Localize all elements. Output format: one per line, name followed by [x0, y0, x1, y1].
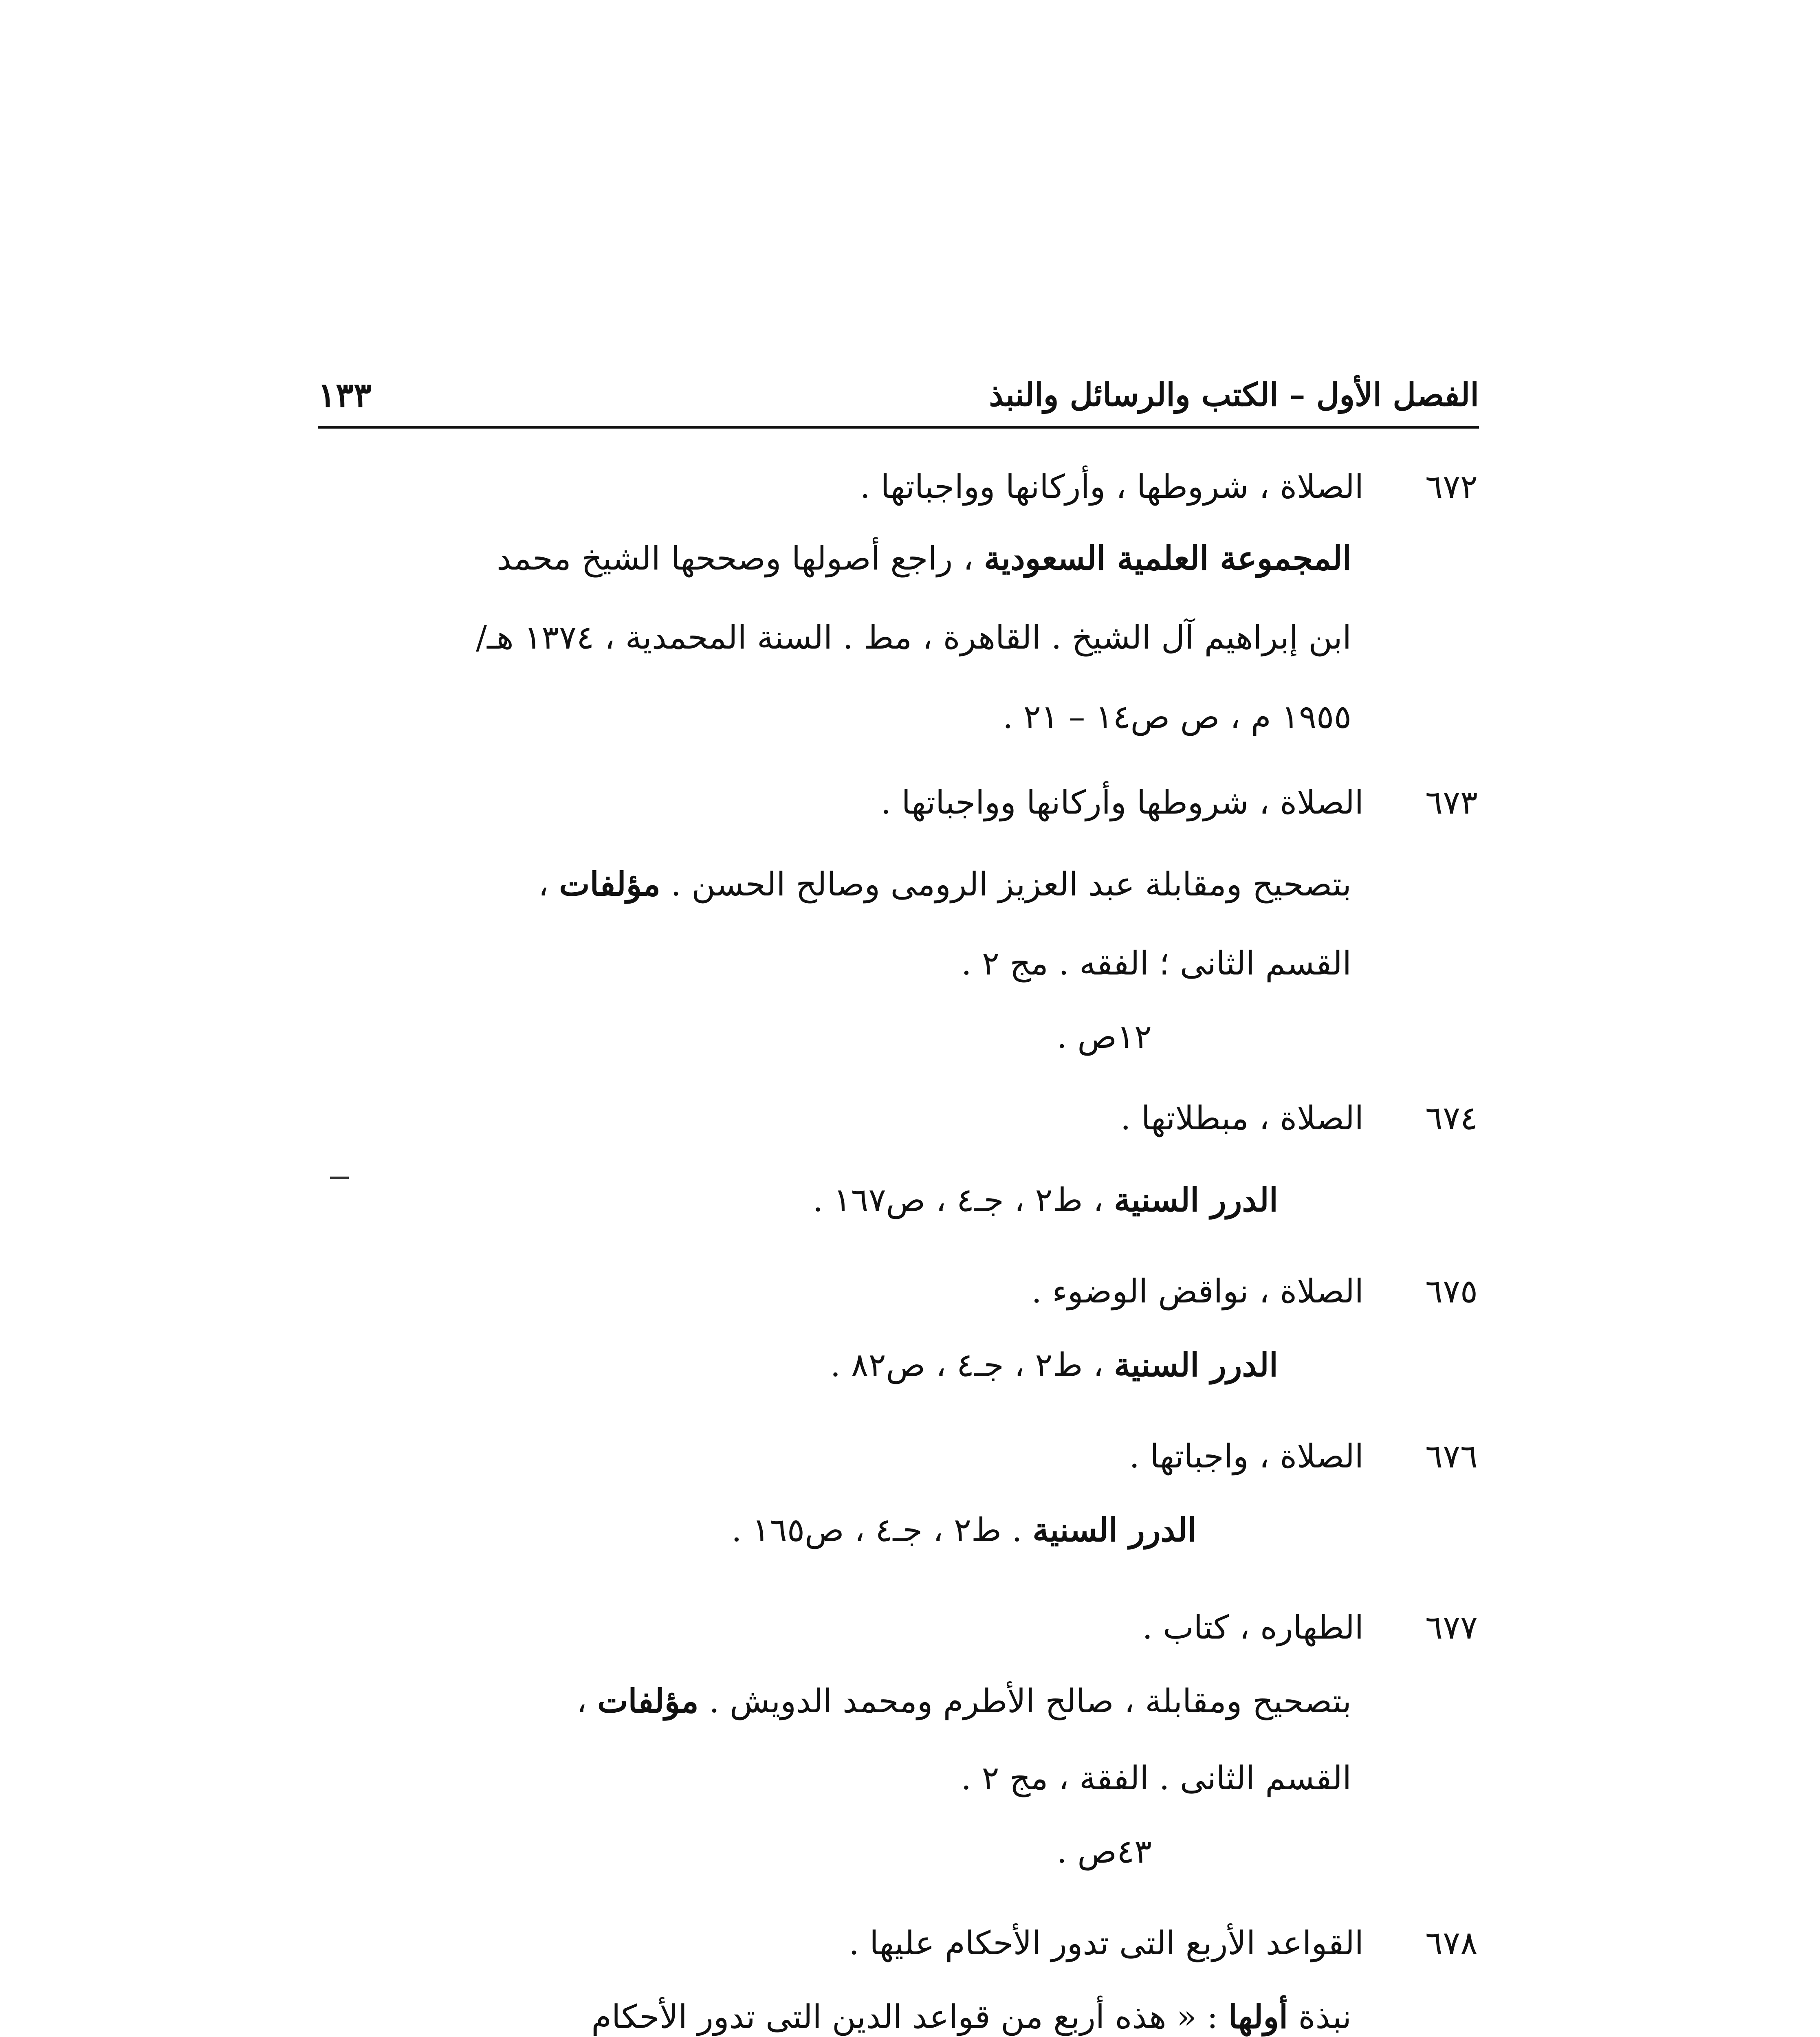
entry-title: الصلاة ، واجباتها . — [1129, 1437, 1364, 1475]
entry-source-line: ٤٣ص . — [1056, 1832, 1152, 1870]
entry-description-line: نبذة أولها : « هذه أربع من قواعد الدين التى تدور الأحكام — [591, 1997, 1351, 2036]
entry-source-line: القسم الثانى ؛ الفقه . مج ٢ . — [961, 944, 1351, 982]
entry-source-line: ابن إبراهيم آل الشيخ . القاهرة ، مط . السنة المحمدية ، ١٣٧٤ هـ/ — [476, 618, 1351, 656]
entry-number: ٦٧٣ — [1425, 783, 1478, 821]
entry-title: الصلاة ، مبطلاتها . — [1120, 1099, 1364, 1137]
entry-title: الصلاة ، نواقض الوضوء . — [1031, 1272, 1364, 1310]
entry-source-line: الدرر السنية ، ط٢ ، جـ٤ ، ص١٦٧ . — [812, 1181, 1278, 1219]
entry-source-line: ١٢ص . — [1056, 1018, 1152, 1056]
scan-mark — [330, 1177, 349, 1179]
entry-source-line: الدرر السنية ، ط٢ ، جـ٤ ، ص٨٢ . — [830, 1346, 1278, 1384]
entry-source-line: المجموعة العلمية السعودية ، راجع أصولها وصححها الشيخ محمد — [496, 539, 1351, 577]
entry-number: ٦٧٥ — [1425, 1272, 1478, 1310]
entry-number: ٦٧٤ — [1425, 1099, 1478, 1137]
entry-title: الطهاره ، كتاب . — [1142, 1608, 1364, 1646]
page-number: ١٣٣ — [318, 376, 372, 415]
entry-source-line: ١٩٥٥ م ، ص ص١٤ – ٢١ . — [1003, 698, 1351, 736]
entry-source-line: الدرر السنية . ط٢ ، جـ٤ ، ص١٦٥ . — [731, 1511, 1197, 1549]
entry-title: الصلاة ، شروطها ، وأركانها وواجباتها . — [860, 468, 1364, 506]
entry-source-line: بتصحيح ومقابلة عبد العزيز الرومى وصالح الحسن . مؤلفات ، — [538, 865, 1351, 903]
entry-number: ٦٧٨ — [1425, 1924, 1478, 1962]
entry-source-line: بتصحيح ومقابلة ، صالح الأطرم ومحمد الدويش . مؤلفات ، — [576, 1682, 1351, 1720]
entry-title: الصلاة ، شروطها وأركانها وواجباتها . — [880, 783, 1364, 821]
entry-source-line: القسم الثانى . الفقة ، مج ٢ . — [961, 1759, 1351, 1797]
entry-number: ٦٧٢ — [1425, 468, 1478, 506]
entry-number: ٦٧٧ — [1425, 1608, 1478, 1646]
chapter-title: الفصل الأول – الكتب والرسائل والنبذ — [989, 376, 1479, 414]
entry-title: القواعد الأربع التى تدور الأحكام عليها . — [849, 1924, 1364, 1962]
entry-number: ٦٧٦ — [1425, 1437, 1478, 1475]
